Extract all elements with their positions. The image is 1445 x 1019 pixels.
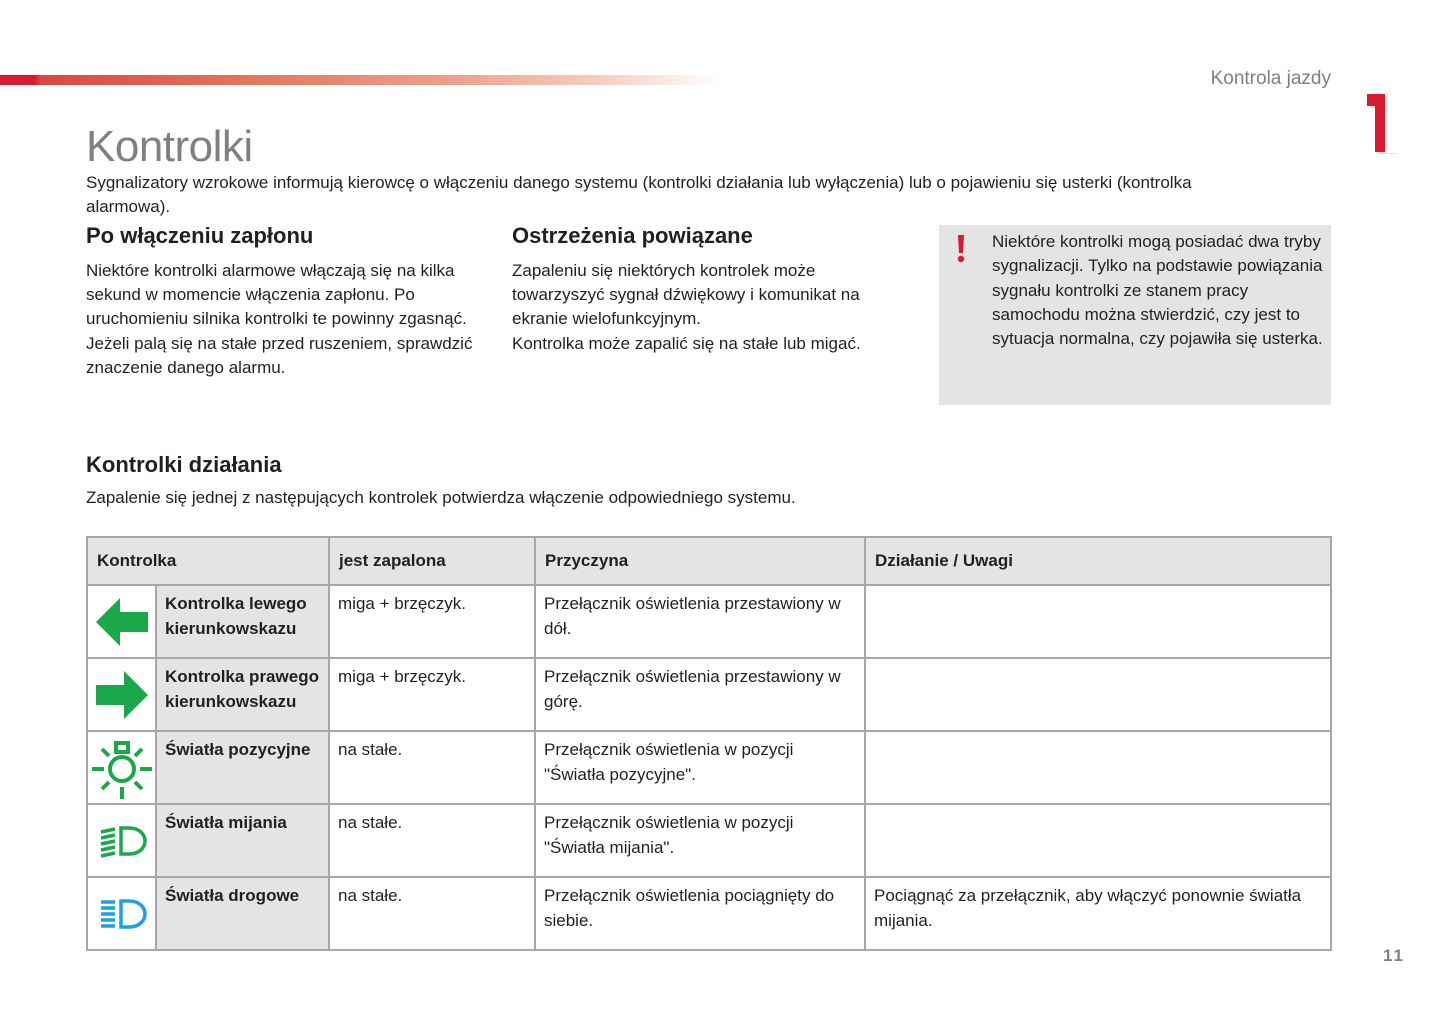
table-row <box>87 731 1331 804</box>
table-row <box>87 585 1331 658</box>
indicator-cause: Przełącznik oświetlenia w pozycji "Światła pozycyjne". <box>535 731 865 804</box>
exclamation-icon <box>953 233 969 265</box>
indicator-name: Światła mijania <box>156 804 329 877</box>
table-row <box>87 804 1331 877</box>
indicator-state: miga + brzęczyk. <box>329 585 535 658</box>
header-cause: Przyczyna <box>535 537 865 585</box>
ignition-title: Po włączeniu zapłonu <box>86 223 314 248</box>
page-number: 11 <box>1383 946 1405 965</box>
indicator-name: Światła pozycyjne <box>156 731 329 804</box>
icon-cell <box>87 658 156 731</box>
indicator-action <box>865 658 1331 731</box>
chapter-number-glyph <box>1367 82 1399 162</box>
warning-note-text: Niektóre kontrolki mogą posiadać dwa tryby sygnalizacji. Tylko na podstawie powiązania sygnału kontrolki ze stanem pracy samochodu można stwierdzić, czy jest to sytuacja normalna, czy pojawiła się usterka. <box>992 232 1323 349</box>
intro-text: Sygnalizatory wzrokowe informują kierowcę o włączeniu danego systemu (kontrolki działania lub wyłączenia) lub o pojawieniu się usterki (kontrolka alarmowa). <box>86 173 1192 216</box>
left-turn-arrow-icon <box>94 596 150 648</box>
table-row <box>87 877 1331 950</box>
dipped-beam-icon <box>97 824 147 858</box>
indicators-description: Zapalenie się jednej z następujących kontrolek potwierdza włączenie odpowiedniego systemu. <box>86 488 796 507</box>
associated-warnings-para-2: Kontrolka może zapalić się na stałe lub migać. <box>512 333 861 353</box>
sidelights-icon <box>90 737 154 799</box>
indicator-action <box>865 804 1331 877</box>
ignition-section <box>86 222 476 380</box>
ignition-para-2: Jeżeli palą się na stałe przed ruszeniem, sprawdzić znaczenie danego alarmu. <box>86 333 473 377</box>
page-title: Kontrolki <box>86 122 253 171</box>
indicator-state: na stałe. <box>329 804 535 877</box>
indicator-action <box>865 585 1331 658</box>
indicator-cause: Przełącznik oświetlenia przestawiony w dół. <box>535 585 865 658</box>
header-indicator: Kontrolka <box>87 537 329 585</box>
indicator-cause: Przełącznik oświetlenia w pozycji "Światła mijania". <box>535 804 865 877</box>
icon-cell <box>87 804 156 877</box>
indicator-state: na stałe. <box>329 877 535 950</box>
indicator-cause: Przełącznik oświetlenia pociągnięty do siebie. <box>535 877 865 950</box>
chapter-number <box>1367 82 1399 162</box>
indicator-action: Pociągnąć za przełącznik, aby włączyć ponownie światła mijania. <box>865 877 1331 950</box>
header-state: jest zapalona <box>329 537 535 585</box>
icon-cell <box>87 877 156 950</box>
section-name: Kontrola jazdy <box>1210 68 1331 89</box>
warning-note-box <box>939 225 1331 405</box>
indicator-cause: Przełącznik oświetlenia przestawiony w górę. <box>535 658 865 731</box>
associated-warnings-title: Ostrzeżenia powiązane <box>512 223 753 248</box>
table-row <box>87 658 1331 731</box>
right-turn-arrow-icon <box>94 669 150 721</box>
indicator-name: Kontrolka lewego kierunkowskazu <box>156 585 329 658</box>
header-action: Działanie / Uwagi <box>865 537 1331 585</box>
indicator-state: na stałe. <box>329 731 535 804</box>
icon-cell <box>87 585 156 658</box>
main-beam-icon <box>97 897 147 931</box>
header-accent-bar <box>0 75 720 85</box>
indicator-name: Kontrolka prawego kierunkowskazu <box>156 658 329 731</box>
associated-warnings-section <box>512 222 912 356</box>
ignition-para-1: Niektóre kontrolki alarmowe włączają się na kilka sekund w momencie włączenia zapłonu. Po uruchomieniu silnika kontrolki te powinny zgasnąć. <box>86 261 467 329</box>
indicators-table <box>86 536 1332 951</box>
indicators-title: Kontrolki działania <box>86 452 282 477</box>
icon-cell <box>87 731 156 804</box>
indicator-name: Światła drogowe <box>156 877 329 950</box>
table-header-row <box>87 537 1331 585</box>
associated-warnings-para-1: Zapaleniu się niektórych kontrolek może towarzyszyć sygnał dźwiękowy i komunikat na ekranie wielofunkcyjnym. <box>512 261 860 329</box>
indicator-state: miga + brzęczyk. <box>329 658 535 731</box>
indicator-action <box>865 731 1331 804</box>
